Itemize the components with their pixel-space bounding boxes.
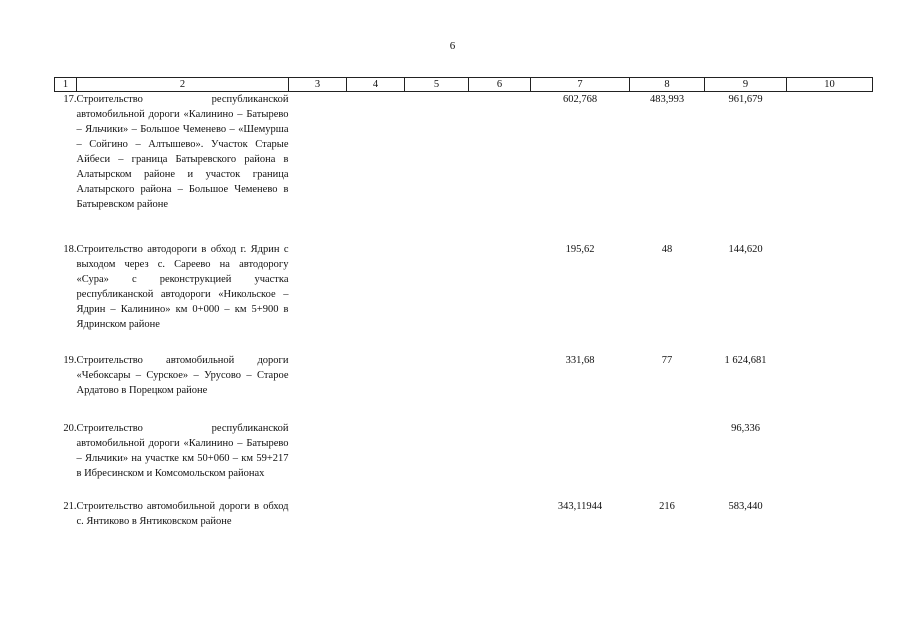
table-row <box>55 353 873 421</box>
column-header-3: 3 <box>289 78 347 92</box>
table-row <box>55 92 873 242</box>
row-number: 21. <box>63 500 77 512</box>
cell-col5 <box>405 421 469 499</box>
project-name: Строительство автомобильной дороги в обход с. Янтиково в Янтиковском районе <box>76 500 289 527</box>
cell-col10 <box>787 242 873 353</box>
row-number: 20. <box>63 422 77 434</box>
cell-col9: 96,336 <box>731 422 760 434</box>
project-name: Строительство республиканской автомобильной дороги «Калинино – Батырево – Яльчики» на участке км 50+060 – км 59+217 в Ибресинском и Комсомольском районах <box>76 422 289 479</box>
cell-col8 <box>630 421 705 499</box>
table-row <box>55 242 873 353</box>
table-row <box>55 421 873 499</box>
cell-col4 <box>347 92 405 242</box>
cell-col8: 483,993 <box>649 94 685 105</box>
column-header-1: 1 <box>55 78 77 92</box>
page-number: 6 <box>449 40 456 52</box>
cell-col9: 144,620 <box>728 243 763 255</box>
cell-col9: 1 624,681 <box>724 354 767 366</box>
cell-col6 <box>469 242 531 353</box>
cell-col3 <box>289 499 347 549</box>
cell-col10 <box>787 353 873 421</box>
column-header-8: 8 <box>630 78 705 92</box>
cell-col10 <box>787 421 873 499</box>
table-row <box>55 499 873 549</box>
column-header-10: 10 <box>787 78 873 92</box>
cell-col10 <box>787 92 873 242</box>
cell-col8: 77 <box>661 354 673 366</box>
column-header-4: 4 <box>347 78 405 92</box>
cell-col3 <box>289 353 347 421</box>
cell-col7: 602,768 <box>562 94 598 105</box>
cell-col9: 961,679 <box>728 94 763 105</box>
column-header-5: 5 <box>405 78 469 92</box>
projects-table <box>54 77 873 549</box>
cell-col7: 331,68 <box>565 354 595 366</box>
cell-col6 <box>469 421 531 499</box>
row-number: 17. <box>63 94 77 105</box>
cell-col9: 583,440 <box>728 500 763 512</box>
cell-col7 <box>531 421 630 499</box>
cell-col5 <box>405 242 469 353</box>
column-header-7: 7 <box>531 78 630 92</box>
cell-col5 <box>405 353 469 421</box>
cell-col6 <box>469 353 531 421</box>
header-row <box>55 78 873 92</box>
cell-col7: 343,11944 <box>557 500 603 512</box>
cell-col6 <box>469 92 531 242</box>
project-name: Строительство республиканской автомобильной дороги «Калинино – Батырево – Яльчики» – Большое Чеменево – «Шемурша – Сойгино – Алтышево». Участок Старые Айбеси – граница Батыревского района в Алатырском районе и участок граница Алатырского района – Большое Чеменево в Батыревском районе <box>76 94 289 210</box>
cell-col4 <box>347 242 405 353</box>
cell-col3 <box>289 242 347 353</box>
column-header-9: 9 <box>705 78 787 92</box>
cell-col7: 195,62 <box>565 243 595 255</box>
cell-col4 <box>347 499 405 549</box>
row-number: 19. <box>63 354 77 366</box>
cell-col3 <box>289 421 347 499</box>
column-header-6: 6 <box>469 78 531 92</box>
row-number: 18. <box>63 243 77 255</box>
cell-col8: 48 <box>661 243 673 255</box>
project-name: Строительство автодороги в обход г. Ядрин с выходом через с. Сареево на автодорогу «Сура» с реконструкцией участка республиканской автодороги «Никольское – Ядрин – Калинино» км 0+000 – км 5+900 в Ядринском районе <box>76 243 289 330</box>
cell-col8: 216 <box>659 500 675 512</box>
cell-col5 <box>405 92 469 242</box>
cell-col10 <box>787 499 873 549</box>
cell-col4 <box>347 353 405 421</box>
cell-col6 <box>469 499 531 549</box>
cell-col5 <box>405 499 469 549</box>
project-name: Строительство автомобильной дороги «Чебоксары – Сурское» – Урусово – Старое Ардатово в Порецком районе <box>76 354 289 396</box>
cell-col4 <box>347 421 405 499</box>
column-header-2: 2 <box>77 78 289 92</box>
cell-col3 <box>289 92 347 242</box>
